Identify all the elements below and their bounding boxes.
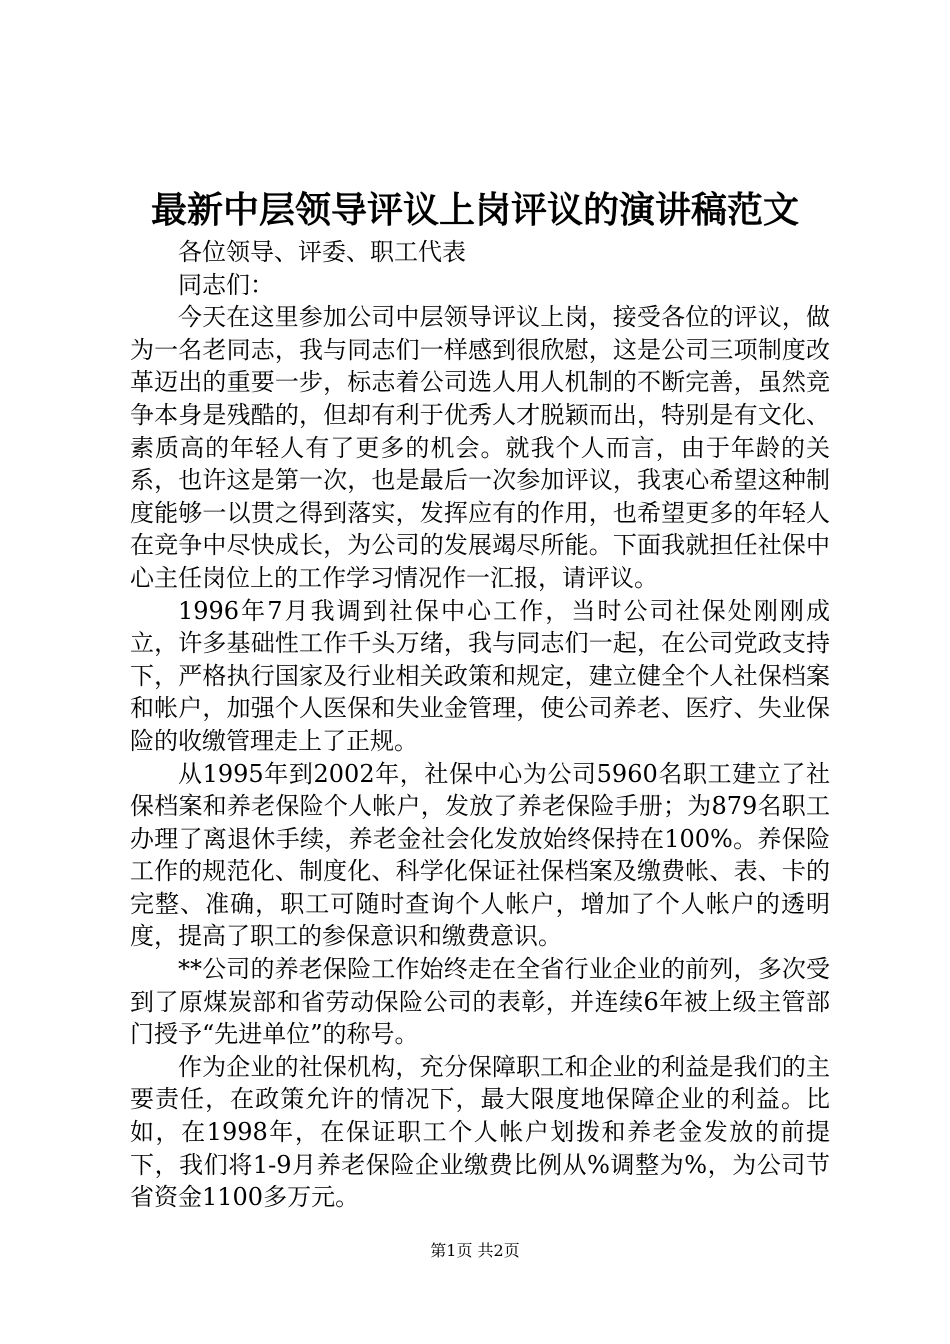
salutation-line: 同志们：: [178, 270, 274, 299]
body-paragraph: 从1995年到2002年，社保中心为公司5960名职工建立了社保档案和养老保险个人帐户，发放了养老保险手册；为879名职工办理了离退休手续，养老金社会化发放始终保持在100%。养保险工作的规范化、制度化、科学化保证社保档案及缴费帐、表、卡的完整、准确，职工可随时查询个人帐户，增加了个人帐户的透明度，提高了职工的参保意识和缴费意识。: [130, 759, 830, 951]
body-paragraph: 作为企业的社保机构，充分保障职工和企业的利益是我们的主要责任，在政策允许的情况下，最大限度地保障企业的利益。比如，在1998年，在保证职工个人帐户划拨和养老金发放的前提下，我们将1-9月养老保险企业缴费比例从%调整为%，为公司节省资金1100多万元。: [130, 1052, 830, 1212]
page-footer: 第1页 共2页: [430, 1241, 520, 1260]
body-paragraph: 今天在这里参加公司中层领导评议上岗，接受各位的评议，做为一名老同志，我与同志们一样感到很欣慰，这是公司三项制度改革迈出的重要一步，标志着公司选人用人机制的不断完善，虽然竞争本身是残酷的，但却有利于优秀人才脱颖而出，特别是有文化、素质高的年轻人有了更多的机会。就我个人而言，由于年龄的关系，也许这是第一次，也是最后一次参加评议，我衷心希望这种制度能够一以贯之得到落实，发挥应有的作用，也希望更多的年轻人在竞争中尽快成长，为公司的发展竭尽所能。下面我就担任社保中心主任岗位上的工作学习情况作一汇报，请评议。: [130, 303, 830, 592]
body-paragraph: **公司的养老保险工作始终走在全省行业企业的前列，多次受到了原煤炭部和省劳动保险公司的表彰，并连续6年被上级主管部门授予“先进单位”的称号。: [130, 955, 830, 1049]
body-paragraph: 1996年7月我调到社保中心工作，当时公司社保处刚刚成立，许多基础性工作千头万绪，我与同志们一起，在公司党政支持下，严格执行国家及行业相关政策和规定，建立健全个人社保档案和帐户，加强个人医保和失业金管理，使公司养老、医疗、失业保险的收缴管理走上了正规。: [130, 596, 830, 755]
greeting-line: 各位领导、评委、职工代表: [178, 238, 466, 266]
document-body: [130, 236, 830, 1214]
document-title: 最新中层领导评议上岗评议的演讲稿范文: [150, 189, 799, 231]
